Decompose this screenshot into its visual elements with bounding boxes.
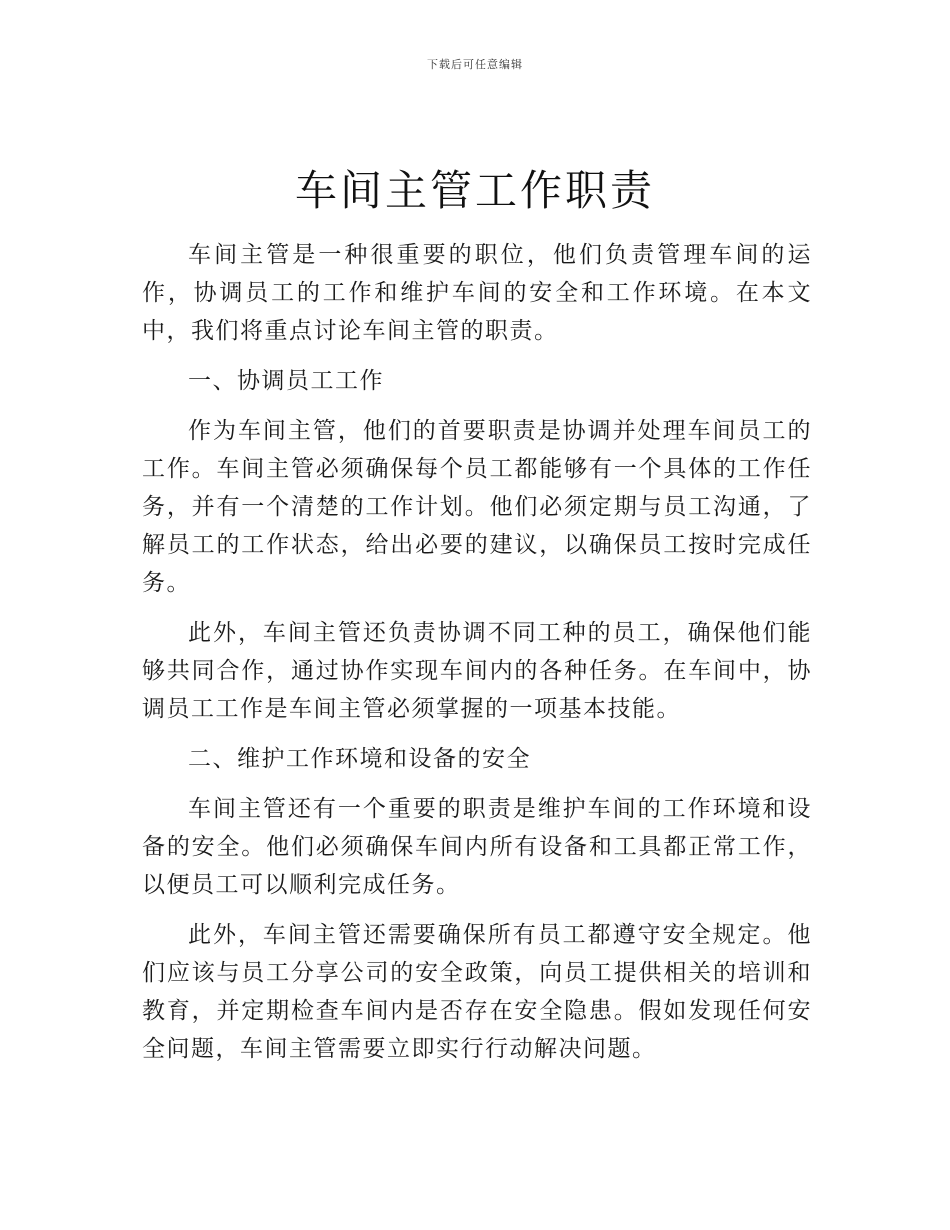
section-1-paragraph-1: 作为车间主管，他们的首要职责是协调并处理车间员工的工作。车间主管必须确保每个员工都能够有一个具体的工作任务，并有一个清楚的工作计划。他们必须定期与员工沟通，了解员工的工作状态，给出必要的建议，以确保员工按时完成任务。 [142, 418, 812, 596]
header-note: 下载后可任意编辑 [427, 58, 523, 71]
section-2-paragraph-2: 此外，车间主管还需要确保所有员工都遵守安全规定。他们应该与员工分享公司的安全政策，向员工提供相关的培训和教育，并定期检查车间内是否存在安全隐患。假如发现任何安全问题，车间主管需要立即实行行动解决问题。 [142, 922, 812, 1062]
section-heading-1: 一、协调员工工作 [188, 368, 384, 394]
section-heading-2: 二、维护工作环境和设备的安全 [188, 746, 531, 772]
section-1-paragraph-2: 此外，车间主管还负责协调不同工种的员工，确保他们能够共同合作，通过协作实现车间内的各种任务。在车间中，协调员工工作是车间主管必须掌握的一项基本技能。 [142, 620, 812, 722]
intro-paragraph: 车间主管是一种很重要的职位，他们负责管理车间的运作，协调员工的工作和维护车间的安全和工作环境。在本文中，我们将重点讨论车间主管的职责。 [142, 242, 812, 344]
document-body [142, 236, 812, 1080]
document-title: 车间主管工作职责 [294, 166, 655, 215]
section-2-paragraph-1: 车间主管还有一个重要的职责是维护车间的工作环境和设备的安全。他们必须确保车间内所有设备和工具都正常工作，以便员工可以顺利完成任务。 [142, 796, 812, 898]
